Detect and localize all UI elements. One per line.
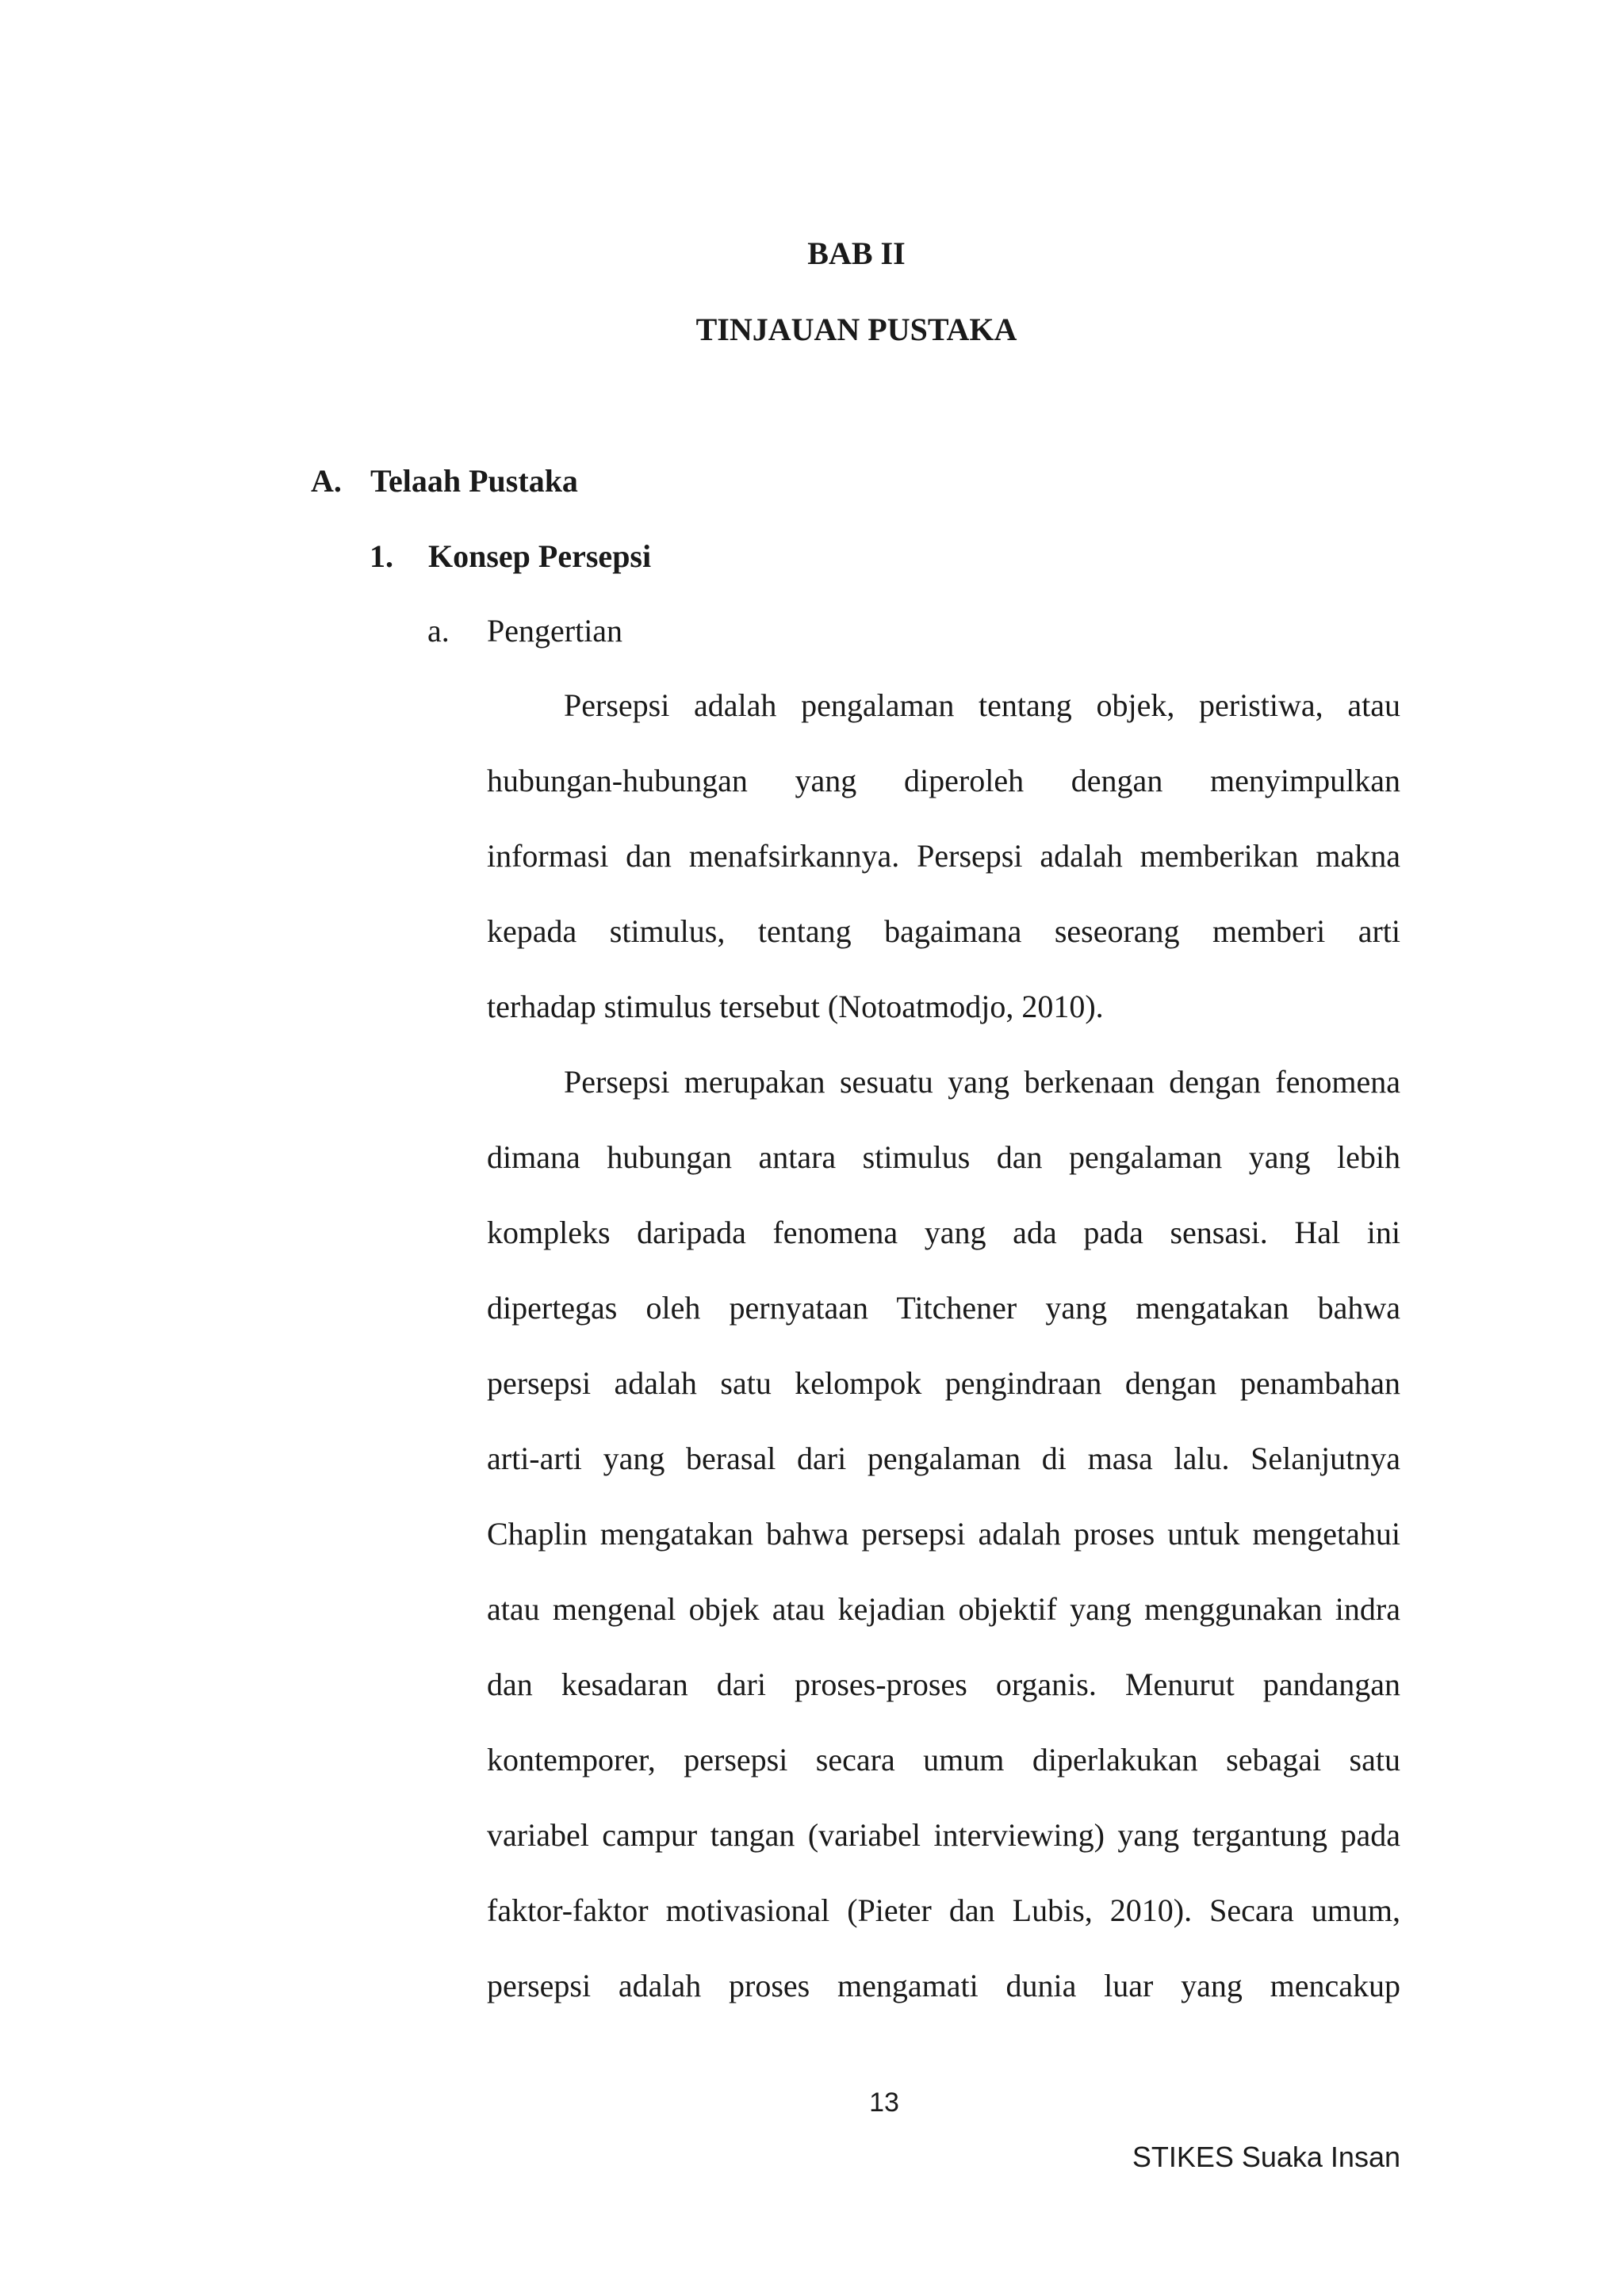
- paragraph-line: arti-arti yang berasal dari pengalaman di masa lalu. Selanjutnya: [487, 1441, 1400, 1476]
- paragraph-line: terhadap stimulus tersebut (Notoatmodjo, 2010).: [487, 989, 1104, 1024]
- chapter-label: BAB II: [807, 235, 906, 271]
- subsection-number: 1.: [370, 538, 393, 574]
- paragraph-line: kompleks daripada fenomena yang ada pada sensasi. Hal ini: [487, 1215, 1400, 1250]
- paragraph-line: kepada stimulus, tentang bagaimana seseorang memberi arti: [487, 913, 1400, 949]
- paragraph-line: dan kesadaran dari proses-proses organis. Menurut pandangan: [487, 1667, 1400, 1702]
- paragraph-line: informasi dan menafsirkannya. Persepsi adalah memberikan makna: [487, 838, 1400, 874]
- section-number: A.: [311, 463, 342, 499]
- subsubsection-number: a.: [427, 613, 450, 649]
- subsection-title: Konsep Persepsi: [428, 538, 652, 574]
- paragraph-line: Chaplin mengatakan bahwa persepsi adalah proses untuk mengetahui: [487, 1516, 1400, 1552]
- footer-institution: STIKES Suaka Insan: [1132, 2141, 1400, 2173]
- page-number: 13: [869, 2087, 899, 2118]
- paragraph-line: kontemporer, persepsi secara umum diperlakukan sebagai satu: [487, 1742, 1400, 1777]
- subsubsection-title: Pengertian: [487, 613, 623, 649]
- paragraph-line: faktor-faktor motivasional (Pieter dan Lubis, 2010). Secara umum,: [487, 1892, 1400, 1928]
- section-title: Telaah Pustaka: [370, 463, 578, 499]
- paragraph-line: dipertegas oleh pernyataan Titchener yang mengatakan bahwa: [487, 1290, 1400, 1326]
- paragraph-line: hubungan-hubungan yang diperoleh dengan menyimpulkan: [487, 763, 1400, 798]
- paragraph-line: dimana hubungan antara stimulus dan pengalaman yang lebih: [487, 1139, 1400, 1175]
- chapter-title: TINJAUAN PUSTAKA: [695, 312, 1017, 347]
- paragraph-line: persepsi adalah satu kelompok pengindraan dengan penambahan: [487, 1365, 1400, 1401]
- paragraph-line: variabel campur tangan (variabel interviewing) yang tergantung pada: [487, 1817, 1400, 1853]
- paragraph-line: Persepsi merupakan sesuatu yang berkenaan dengan fenomena: [564, 1064, 1400, 1100]
- paragraph-line: persepsi adalah proses mengamati dunia luar yang mencakup: [487, 1968, 1400, 2003]
- paragraph-line: Persepsi adalah pengalaman tentang objek, peristiwa, atau: [564, 687, 1400, 723]
- paragraph-line: atau mengenal objek atau kejadian objektif yang menggunakan indra: [487, 1591, 1400, 1627]
